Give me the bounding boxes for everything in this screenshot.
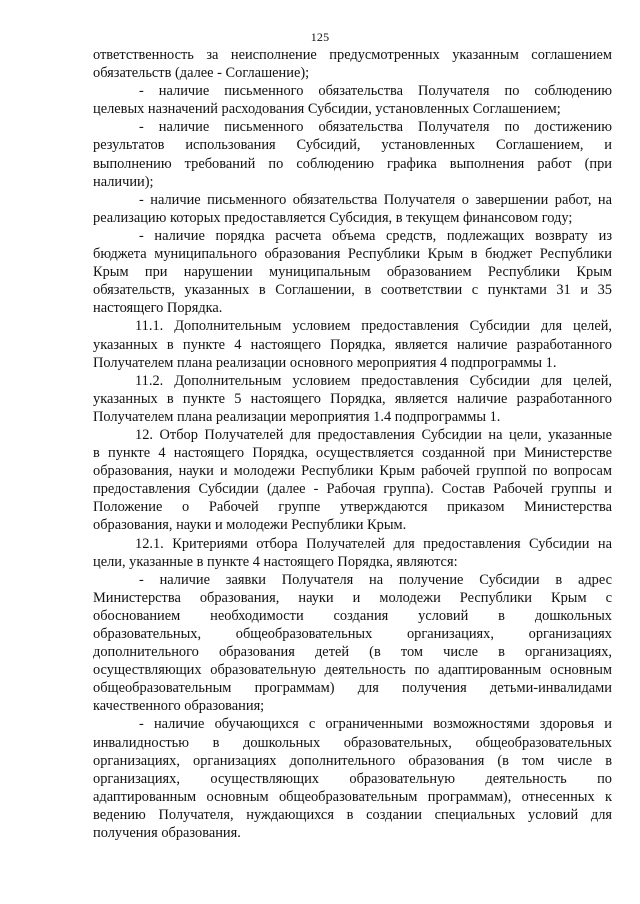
text-line: ответственность за неисполнение предусмотренных указанным соглашением [93, 47, 612, 63]
text-line: 11.1. Дополнительным условием предоставления Субсидии для целей, [135, 318, 612, 335]
paragraph [93, 535, 612, 571]
paragraph [93, 426, 612, 535]
paragraph [93, 571, 612, 716]
text-line: - наличие обучающихся с ограниченными возможностями здоровья и [139, 716, 612, 733]
document-body [93, 46, 612, 842]
paragraph [93, 46, 612, 82]
text-line: Получателем плана реализации мероприятия 1.4 подпрограммы 1. [93, 408, 501, 425]
text-line: Крым при нарушении муниципальным образованием Республики Крым [93, 264, 612, 281]
paragraph [93, 372, 612, 426]
text-line: адаптированным основным общеобразовательным программам), отнесенных к [93, 788, 612, 805]
text-line: - наличие порядка расчета объема средств, подлежащих возврату из [139, 227, 612, 244]
text-line: Положение о Рабочей группе утверждаются приказом Министерства [93, 499, 612, 516]
text-line: указанных в пункте 4 настоящего Порядка, является наличие разработанного [93, 336, 612, 353]
text-line: 12.1. Критериями отбора Получателей для предоставления Субсидии на [135, 535, 612, 552]
text-line: получения образования. [93, 825, 241, 842]
text-line: инвалидностью в дошкольных образовательных, общеобразовательных [93, 734, 612, 751]
paragraph [93, 118, 612, 190]
text-line: ведению Получателя, нуждающихся в создании специальных условий для [93, 806, 612, 823]
text-line: обоснованием необходимости создания условий в дошкольных [93, 607, 612, 624]
text-line: общеобразовательным программам) для получения детьми-инвалидами [93, 680, 612, 697]
text-line: - наличие письменного обязательства Получателя о завершении работ, на [139, 191, 612, 208]
text-line: осуществляющих образовательную деятельность по адаптированным основным [93, 662, 612, 679]
text-line: 12. Отбор Получателей для предоставления Субсидии на цели, указанные [135, 426, 612, 443]
paragraph [93, 715, 612, 842]
text-line: наличии); [93, 173, 154, 190]
text-line: бюджета муниципального образования Республики Крым в бюджет Республики [93, 246, 612, 263]
text-line: в пункте 4 настоящего Порядка, осуществляется созданной при Министерстве [93, 445, 612, 462]
text-line: образования, науки и молодежи Республики Крым рабочей группой по вопросам [93, 463, 612, 480]
paragraph [93, 227, 612, 317]
text-line: обязательств, указанных в Соглашении, в соответствии с пунктами 31 и 35 [93, 282, 612, 299]
text-line: 11.2. Дополнительным условием предоставления Субсидии для целей, [135, 372, 612, 389]
text-line: качественного образования; [93, 698, 265, 715]
text-line: реализацию которых предоставляется Субсидия, в текущем финансовом году; [93, 209, 573, 226]
text-line: - наличие письменного обязательства Получателя по соблюдению [139, 83, 612, 100]
text-line: Получателем плана реализации основного мероприятия 4 подпрограммы 1. [93, 354, 557, 371]
text-line: цели, указанные в пункте 4 настоящего Порядка, являются: [93, 553, 458, 570]
page-number: 125 [310, 30, 330, 44]
paragraph [93, 191, 612, 227]
text-line: - наличие заявки Получателя на получение Субсидии в адрес [139, 571, 612, 588]
text-line: выполнению требований по соблюдению графика выполнения работ (при [93, 155, 612, 172]
text-line: организациях, организациях дополнительного образования (в том числе в [93, 752, 612, 769]
text-line: Министерства образования, науки и молодежи Республики Крым с [93, 589, 612, 606]
text-line: указанных в пункте 5 настоящего Порядка, является наличие разработанного [93, 390, 612, 407]
text-line: - наличие письменного обязательства Получателя по достижению [139, 119, 612, 136]
text-line: настоящего Порядка. [93, 300, 223, 317]
text-line: образовательных, общеобразовательных организациях, организациях [93, 626, 612, 642]
text-line: результатов использования Субсидий, установленных Соглашением, и [93, 137, 612, 154]
text-line: обязательств (далее - Соглашение); [93, 65, 310, 82]
text-line: предоставления Субсидии (далее - Рабочая группа). Состав Рабочей группы и [93, 481, 612, 498]
text-line: дополнительного образования детей (в том числе в организациях, [93, 644, 612, 661]
text-line: образования, науки и молодежи Республики Крым. [93, 517, 407, 534]
paragraph [93, 82, 612, 118]
paragraph [93, 317, 612, 371]
text-line: целевых назначений расходования Субсидии, установленных Соглашением; [93, 101, 561, 118]
text-line: организациях, осуществляющих образовательную деятельность по [93, 770, 612, 787]
